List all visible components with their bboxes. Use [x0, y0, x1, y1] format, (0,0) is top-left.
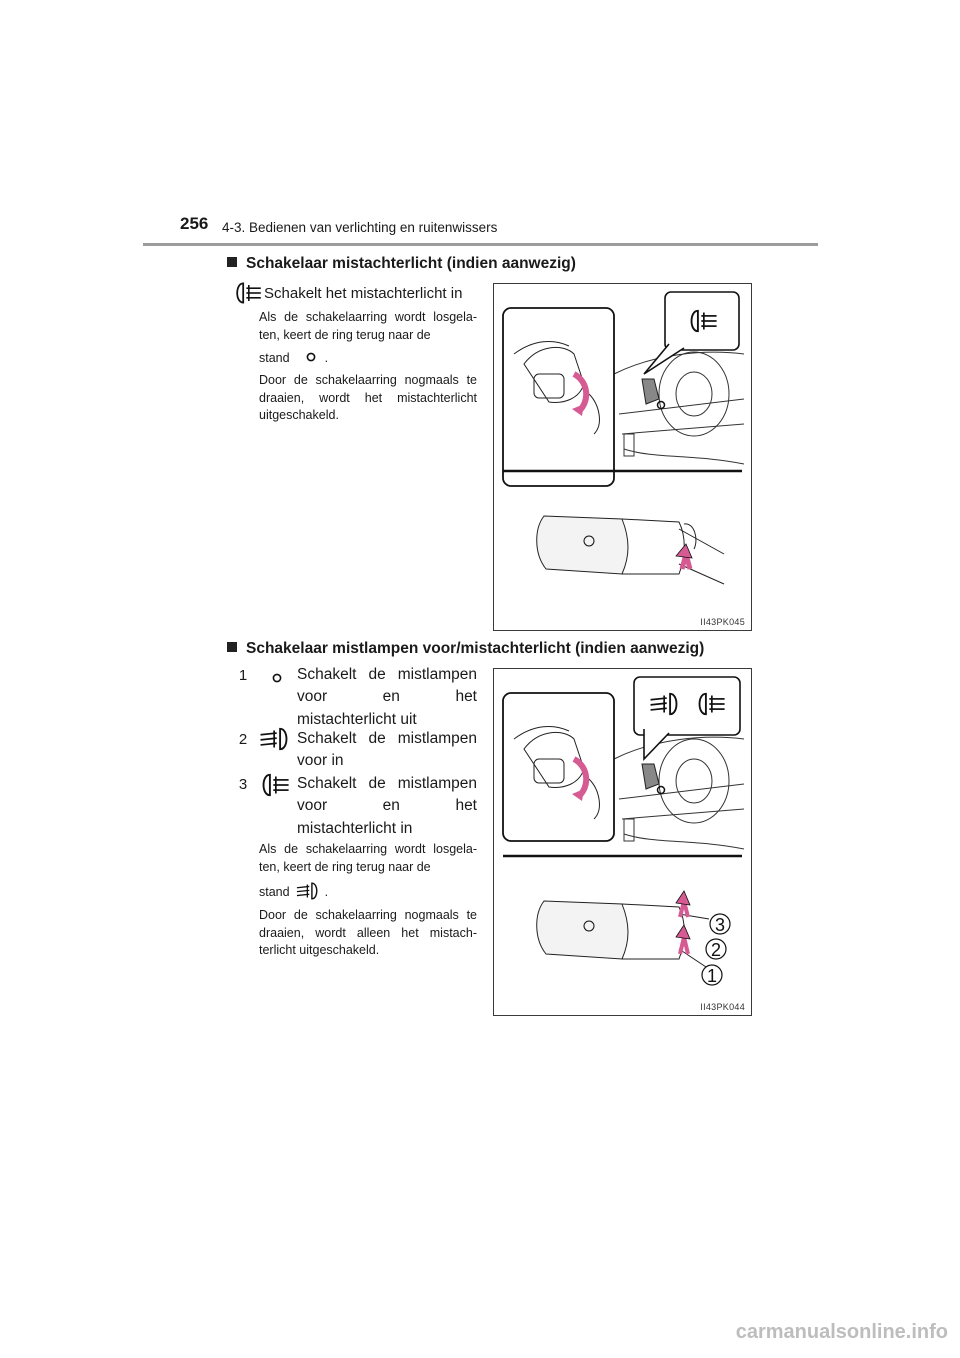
stand-label: stand: [259, 885, 290, 899]
front-fog-icon: [295, 880, 321, 902]
callout-bubble: [634, 677, 740, 735]
illustration-front-rear-fog: [494, 669, 751, 1015]
section-heading-text: Schakelaar mistlampen voor/mistachterlicht (indien aanwezig): [246, 640, 705, 657]
callout-label-3: 3: [715, 915, 726, 935]
list-number-3: 3: [238, 776, 248, 793]
stand-period: .: [324, 351, 329, 365]
dashboard-sketch: [614, 352, 744, 464]
watermark: carmanualsonline.info: [735, 1321, 948, 1343]
figure-code: II43PK044: [700, 1002, 745, 1012]
figure-rear-fog-switch: [493, 283, 752, 631]
stalk-silhouette: [642, 764, 659, 789]
stand-label: stand: [259, 351, 290, 365]
push-arrowhead-2: [676, 925, 690, 939]
bullet-square-icon: [227, 642, 237, 652]
list-item-1-text: Schakelt de mistlampen voor en het mistachterlicht uit: [297, 666, 477, 728]
note-position-label: [259, 880, 328, 902]
note-turn-off: Door de schakelaarring nogmaals te draaien, wordt het mistachterlicht uitgeschakeld.: [259, 373, 477, 422]
inset-hand-frame: [503, 308, 614, 486]
rear-fog-on-text: Schakelt het mistachterlicht in: [264, 285, 463, 302]
illustration-rear-fog: [494, 284, 751, 630]
stand-period: .: [324, 885, 329, 899]
push-arrowhead-3: [676, 891, 690, 905]
section-heading-text: Schakelaar mistachterlicht (indien aanwezig): [246, 255, 576, 272]
section-heading-rear-fog: [227, 255, 576, 273]
rear-fog-icon: [258, 772, 292, 798]
stalk-silhouette: [642, 379, 659, 404]
figure-code: II43PK045: [700, 617, 745, 627]
section-heading-front-rear-fog: [227, 640, 704, 658]
callout-label-1: 1: [707, 966, 718, 986]
off-position-marker: [658, 787, 665, 794]
bullet-square-icon: [227, 257, 237, 267]
callout-pointer: [644, 344, 684, 374]
dashboard-sketch: [614, 737, 744, 849]
page-number: 256: [180, 214, 209, 233]
inset-hand-frame: [503, 693, 614, 841]
callout-numbers: [702, 914, 730, 986]
figure-front-rear-fog-switch: [493, 668, 752, 1016]
stalk-detail: [537, 516, 724, 584]
push-arrowhead: [676, 544, 692, 558]
note-turn-off: Door de schakelaarring nogmaals te draaien, wordt alleen het mistach-terlicht uitgeschakeld.: [259, 908, 477, 957]
off-position-icon: [268, 670, 286, 686]
note-release-ring: Als de schakelaarring wordt losgela-ten, keert de ring terug naar de: [259, 842, 477, 874]
callout-pointer: [644, 729, 669, 759]
callout-label-2: 2: [711, 940, 722, 960]
rear-fog-icon: [232, 280, 264, 306]
front-fog-icon: [258, 726, 292, 752]
list-item-2-text: Schakelt de mistlampen voor in: [297, 730, 477, 770]
note-release-ring: Als de schakelaarring wordt losgela-ten, keert de ring terug naar de: [259, 310, 477, 342]
list-number-2: 2: [238, 731, 248, 748]
off-position-icon: [301, 349, 321, 365]
list-item-3-text: Schakelt de mistlampen voor en het mistachterlicht in: [297, 775, 477, 837]
header-rule: [143, 243, 818, 246]
running-title: 4-3. Bedienen van verlichting en ruitenwissers: [222, 220, 498, 235]
note-position-label: [259, 349, 328, 368]
list-number-1: 1: [238, 667, 248, 684]
push-arrow-2: [680, 937, 688, 954]
